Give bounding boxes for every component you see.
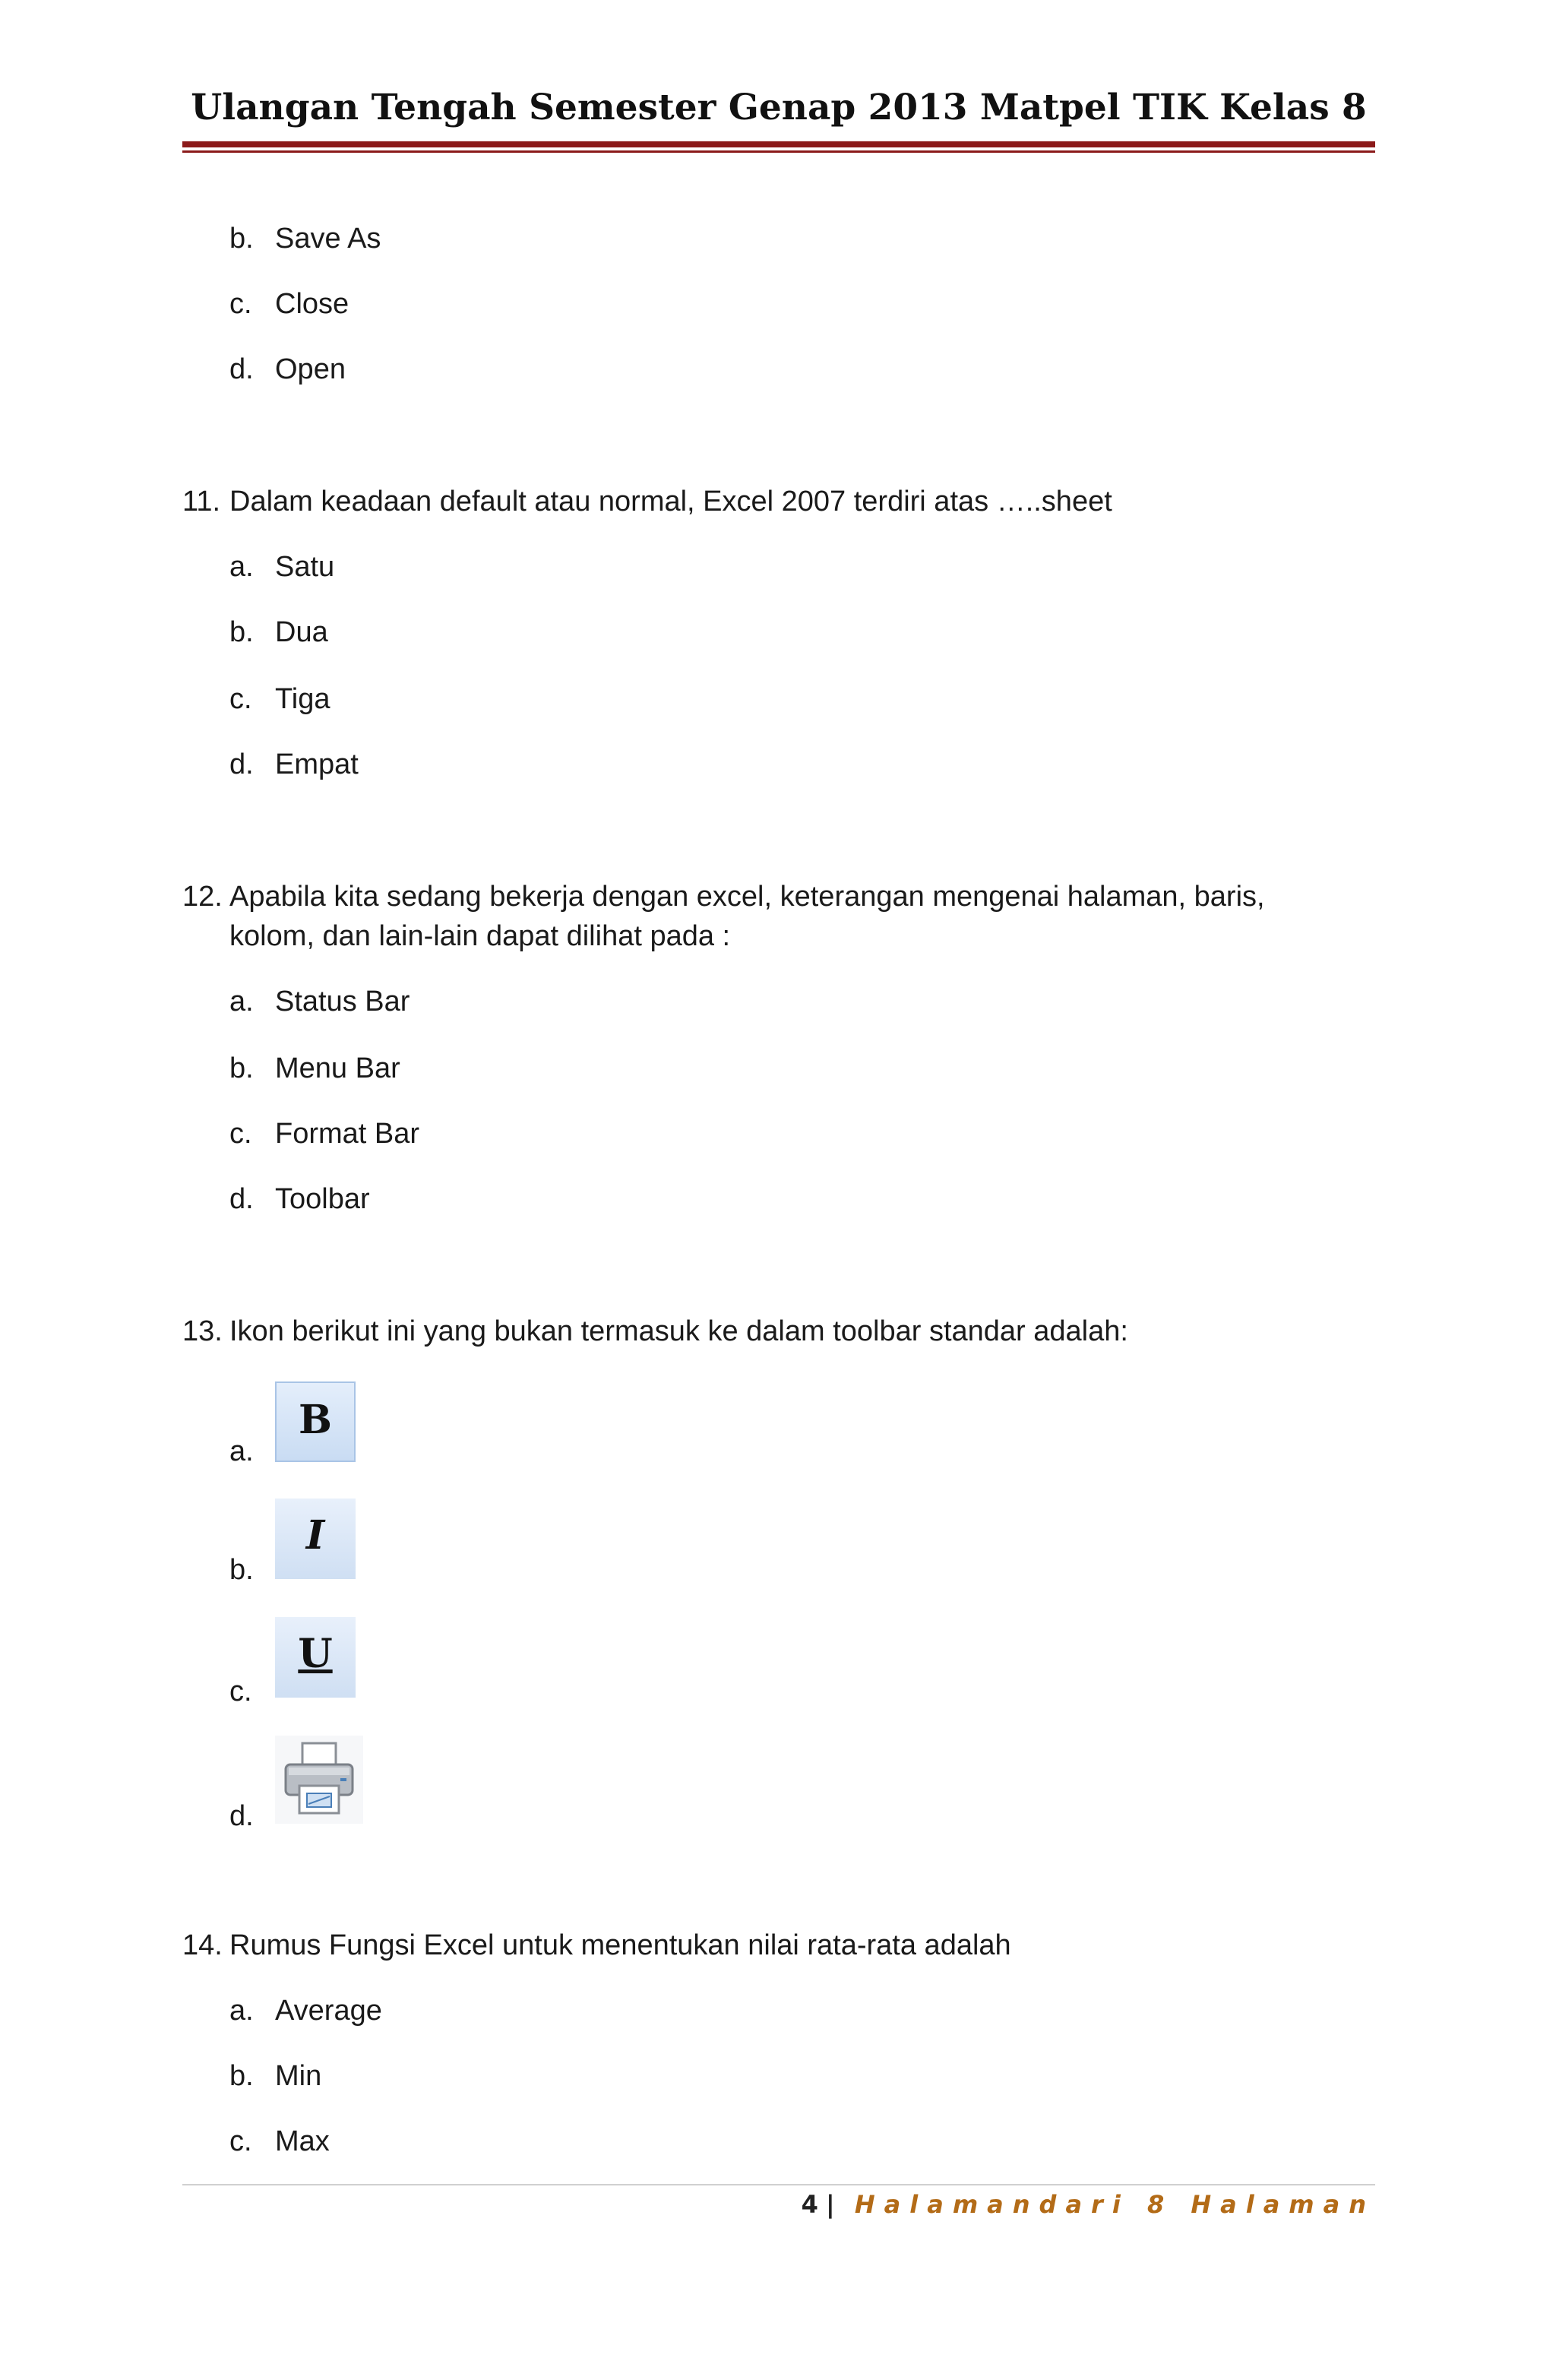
option-text: Min (275, 2060, 322, 2092)
footer-separator: | (826, 2190, 835, 2219)
bold-glyph: B (299, 1397, 332, 1443)
footer-rule (182, 2184, 1375, 2185)
question-text: Dalam keadaan default atau normal, Excel 2007 terdiri atas …..sheet (229, 486, 1112, 517)
bold-icon (275, 1381, 356, 1462)
option-text: Max (275, 2125, 330, 2157)
option-text: Toolbar (275, 1183, 370, 1215)
option-text: Tiga (275, 683, 330, 715)
option-text: Status Bar (275, 986, 410, 1018)
printer-icon-graphic (275, 1736, 363, 1824)
option-letter: d. (229, 1183, 254, 1215)
italic-glyph: I (305, 1512, 325, 1559)
option-letter: c. (229, 1118, 252, 1150)
page-count-label: Halamandari 8 Halaman (854, 2190, 1375, 2219)
option-letter: c. (229, 2125, 252, 2157)
option-letter: a. (229, 1435, 254, 1467)
option-text: Close (275, 288, 349, 320)
option-letter: c. (229, 683, 252, 715)
option-text: Dua (275, 616, 328, 648)
underline-icon (275, 1617, 356, 1698)
option-text: Satu (275, 551, 335, 583)
option-letter: c. (229, 1676, 252, 1707)
option-letter: b. (229, 616, 254, 648)
option-letter: b. (229, 2060, 254, 2092)
header-rule-thick (182, 141, 1375, 147)
option-letter: c. (229, 288, 252, 320)
option-letter: b. (229, 223, 254, 255)
option-letter: a. (229, 1995, 254, 2027)
question-text: Rumus Fungsi Excel untuk menentukan nilai rata-rata adalah (229, 1929, 1011, 1961)
option-text: Average (275, 1995, 382, 2027)
header-rule-thin (182, 150, 1375, 153)
question-number: 14. (182, 1929, 223, 1961)
option-letter: a. (229, 551, 254, 583)
page-header-title: Ulangan Tengah Semester Genap 2013 Matpel TIK Kelas 8 (191, 87, 1367, 128)
italic-icon (275, 1499, 356, 1579)
underline-glyph: U (298, 1631, 333, 1677)
option-text: Save As (275, 223, 381, 255)
option-letter: d. (229, 353, 254, 385)
option-text: Format Bar (275, 1118, 420, 1150)
option-letter: b. (229, 1052, 254, 1084)
option-letter: d. (229, 1800, 254, 1832)
option-text: Menu Bar (275, 1052, 400, 1084)
question-number: 11. (182, 486, 221, 517)
question-text-continued: kolom, dan lain-lain dapat dilihat pada : (229, 920, 731, 952)
printer-icon (275, 1736, 363, 1824)
page-footer (802, 2190, 1375, 2219)
option-letter: a. (229, 986, 254, 1018)
page-number: 4 (801, 2190, 818, 2219)
option-text: Open (275, 353, 346, 385)
question-number: 13. (182, 1315, 223, 1347)
question-number: 12. (182, 881, 223, 913)
question-text: Ikon berikut ini yang bukan termasuk ke dalam toolbar standar adalah: (229, 1315, 1128, 1347)
option-letter: b. (229, 1554, 254, 1586)
question-text: Apabila kita sedang bekerja dengan excel, keterangan mengenai halaman, baris, (229, 881, 1265, 913)
option-text: Empat (275, 748, 359, 780)
option-letter: d. (229, 748, 254, 780)
